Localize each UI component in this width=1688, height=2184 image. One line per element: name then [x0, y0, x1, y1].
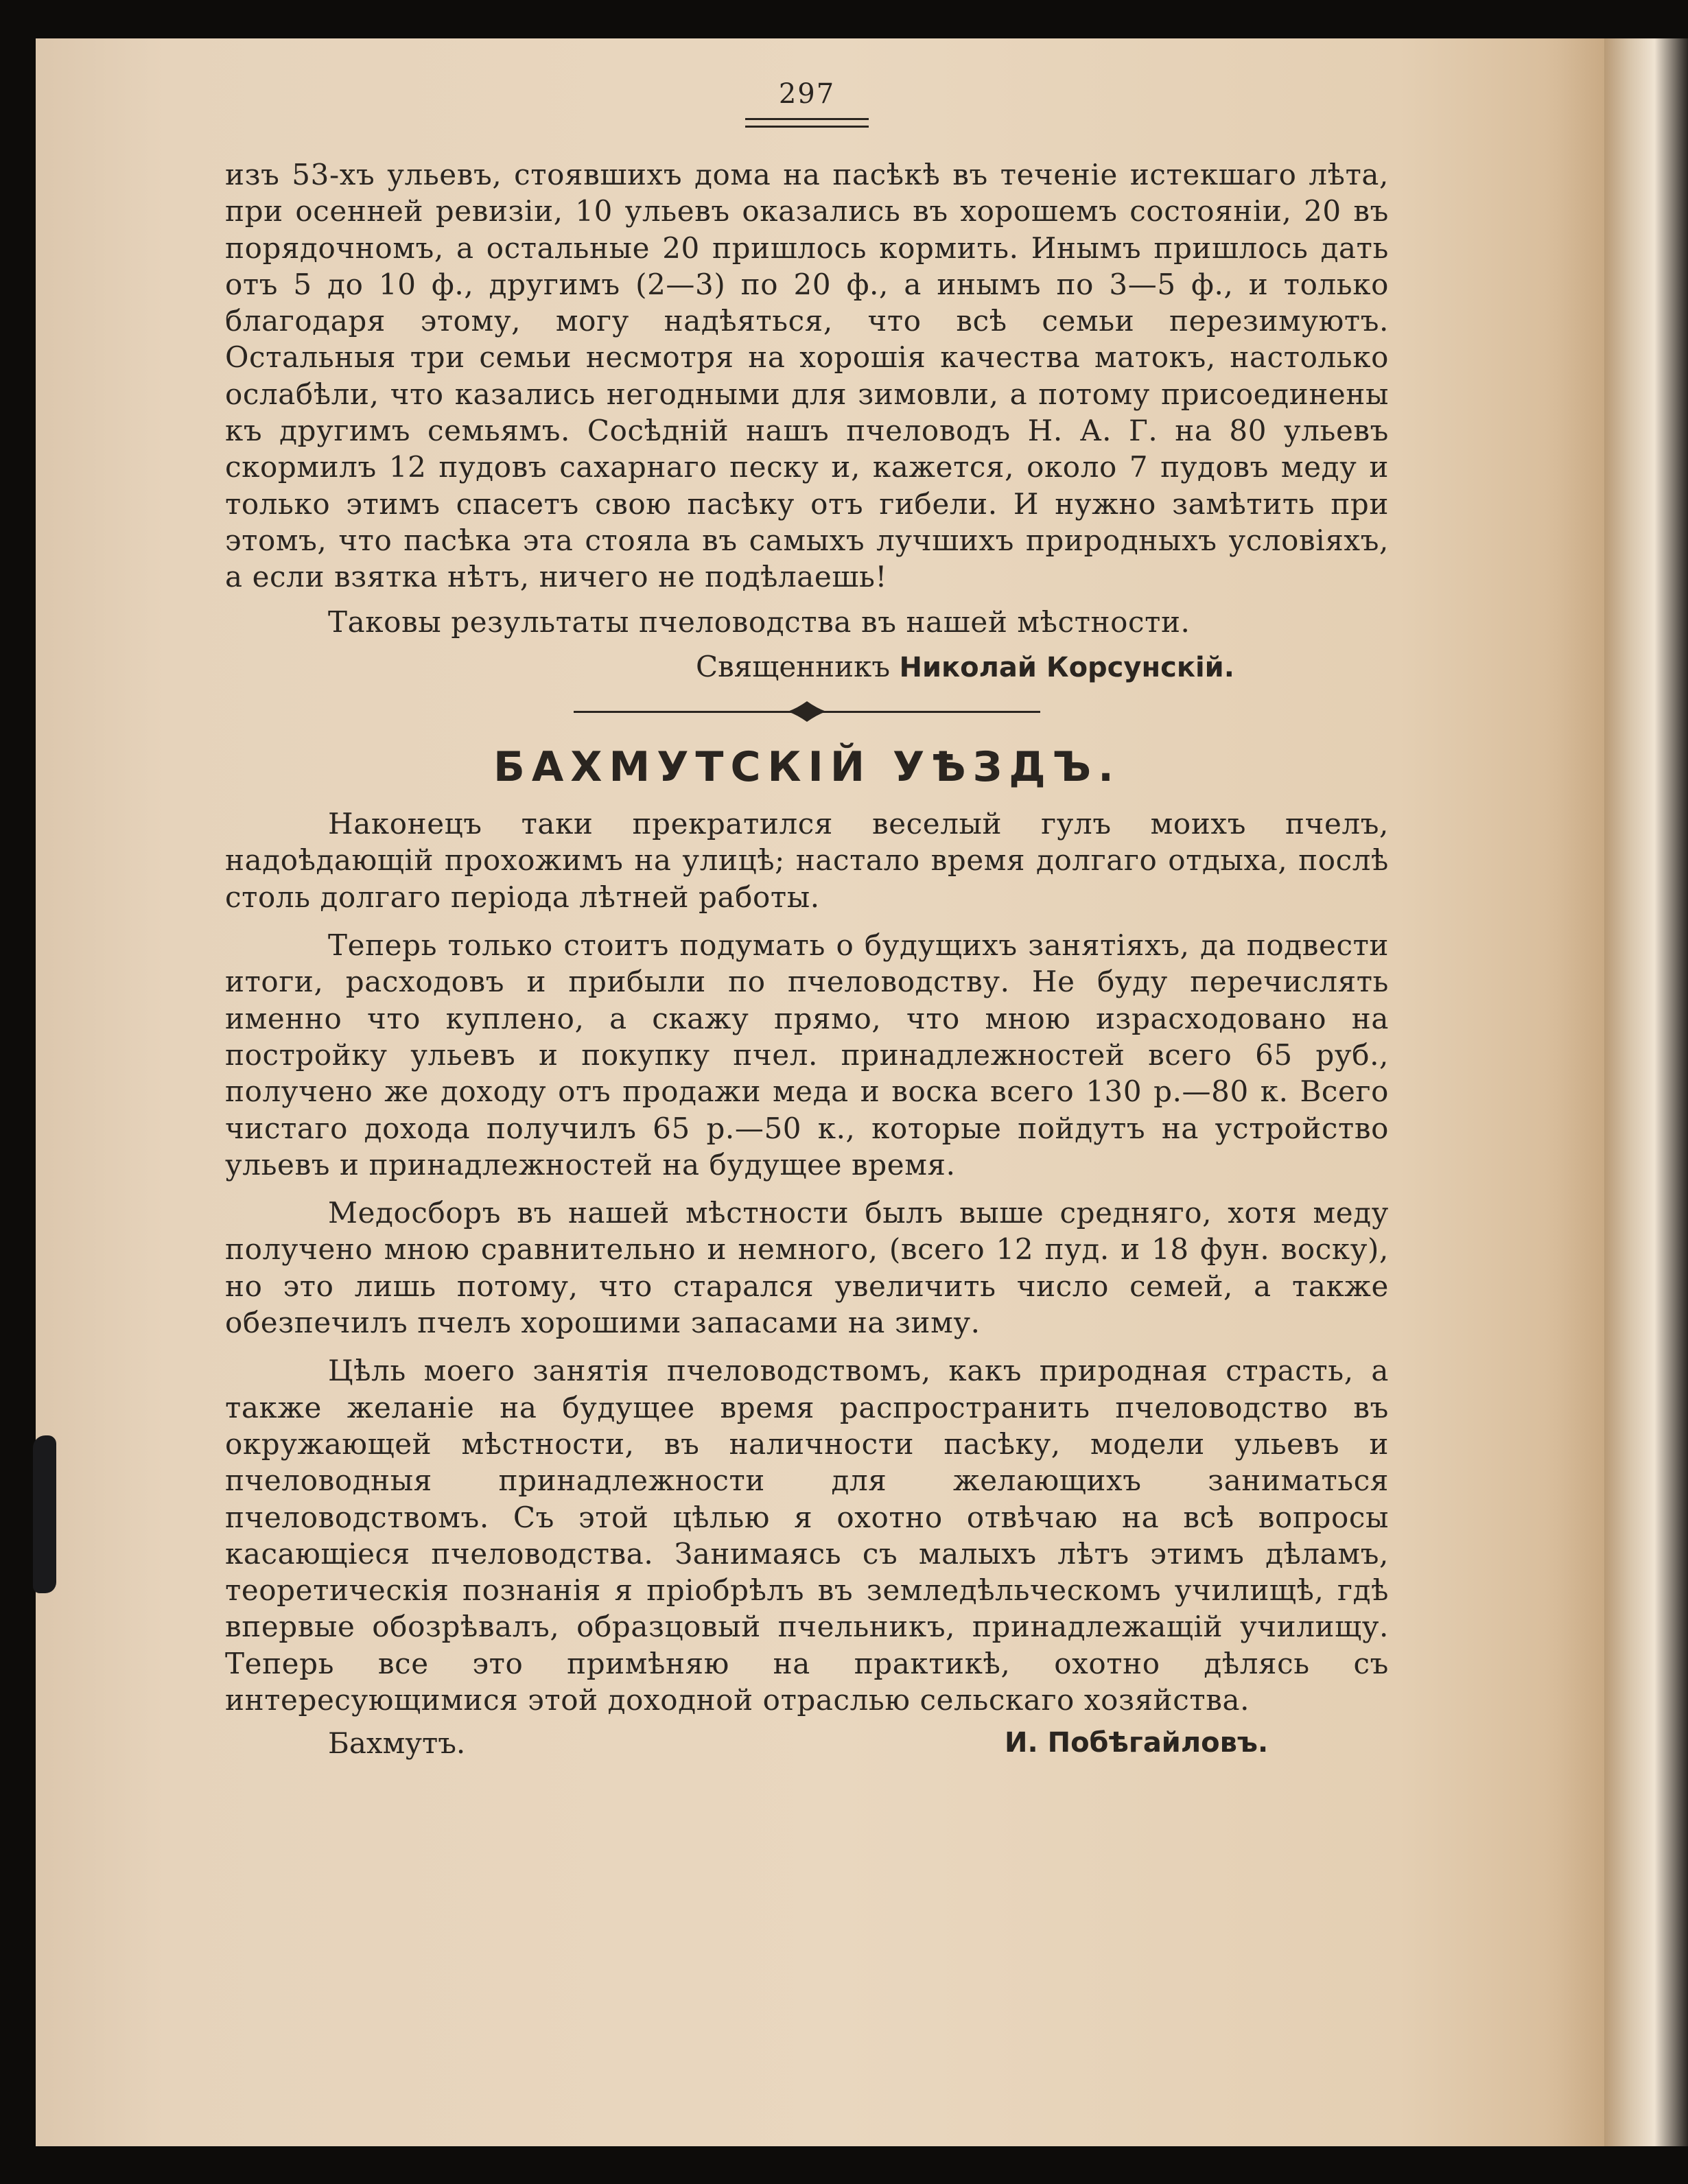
signature-name: Николай Корсунскій. — [899, 651, 1234, 683]
paragraph: изъ 53-хъ ульевъ, стоявшихъ дома на пасѣкѣ въ теченіе истекшаго лѣта, при осенней ревизіи, 10 ульевъ оказались въ хорошемъ состояніи, 20 въ порядочномъ, а остальные 20 пришлось кормить. Инымъ пришлось дать отъ 5 до 10 ф., другимъ (2—3) по 20 ф., а инымъ по 3—5 ф., и только благодаря этому, могу надѣяться, что всѣ семьи перезимуютъ. Остальныя три семьи несмотря на хорошія качества матокъ, настолько ослабѣли, что казались негодными для зимовли, а потому присоединены къ другимъ семьямъ. Сосѣдній нашъ пчеловодъ Н. А. Г. на 80 ульевъ скормилъ 12 пудовъ сахарнаго песку и, кажется, около 7 пудовъ меду и только этимъ спасетъ свою пасѣку отъ гибели. И нужно замѣтить при этомъ, что пасѣка эта стояла въ самыхъ лучшихъ природныхъ условіяхъ, а если взятка нѣтъ, ничего не подѣлаешь! — [225, 158, 1389, 594]
page-number: 297 — [778, 78, 836, 110]
paragraph: Медосборъ въ нашей мѣстности былъ выше средняго, хотя меду получено мною сравнительно и немного, (всего 12 пуд. и 18 фун. воску), но это лишь потому, что старался увеличить число семей, а также обезпечилъ пчелъ хорошими запасами на зиму. — [225, 1196, 1389, 1340]
text-column — [225, 77, 1389, 1762]
paragraph: Цѣль моего занятія пчеловодствомъ, какъ природная страсть, а также желаніе на будущее время распространить пчеловодство въ окружающей мѣстности, въ наличности пасѣку, модели ульевъ и пчеловодныя принадлежности для желающихъ заниматься пчеловодствомъ. Съ этой цѣлью я охотно отвѣчаю на всѣ вопросы касающіеся пчеловодства. Занимаясь съ малыхъ лѣтъ этимъ дѣламъ, теоретическія познанія я пріобрѣлъ въ земледѣльческомъ училищѣ, гдѣ впервые обозрѣвалъ, образцовый пчельникъ, принадлежащій училищу. Теперь все это примѣняю на практикѣ, охотно дѣлясь съ интересующимися этой доходной отраслью сельскаго хозяйства. — [225, 1354, 1389, 1717]
signature — [225, 648, 1389, 686]
section-divider-ornament — [574, 697, 1040, 725]
page-edge — [1604, 38, 1688, 2146]
section-title: БАХМУТСКІЙ УѢЗДЪ. — [493, 743, 1121, 792]
diamond-ornament-icon — [788, 700, 826, 723]
place-name: Бахмутъ. — [328, 1726, 466, 1761]
paragraph: Теперь только стоитъ подумать о будущихъ занятіяхъ, да подвести итоги, расходовъ и прибыли по пчеловодству. Не буду перечислять именно что куплено, а скажу прямо, что мною израсходовано на постройку ульевъ и покупку пчел. принадлежностей всего 65 руб., получено же доходу отъ продажи меда и воска всего 130 р.—80 к. Всего чистаго дохода получилъ 65 р.—50 к., которые пойдутъ на устройство ульевъ и принадлежностей на будущее время. — [225, 928, 1389, 1182]
closing-line: Таковы результаты пчеловодства въ нашей мѣстности. — [328, 604, 1191, 639]
sign-off — [225, 1725, 1389, 1762]
signature-title: Священникъ — [696, 649, 891, 683]
paragraph: Наконецъ таки прекратился веселый гулъ моихъ пчелъ, надоѣдающій прохожимъ на улицѣ; настало время долгаго отдыха, послѣ столь долгаго періода лѣтней работы. — [225, 807, 1389, 914]
author-name: И. Побѣгайловъ. — [1005, 1727, 1269, 1759]
ink-blot — [33, 1435, 56, 1593]
page-number-underline — [745, 118, 869, 128]
